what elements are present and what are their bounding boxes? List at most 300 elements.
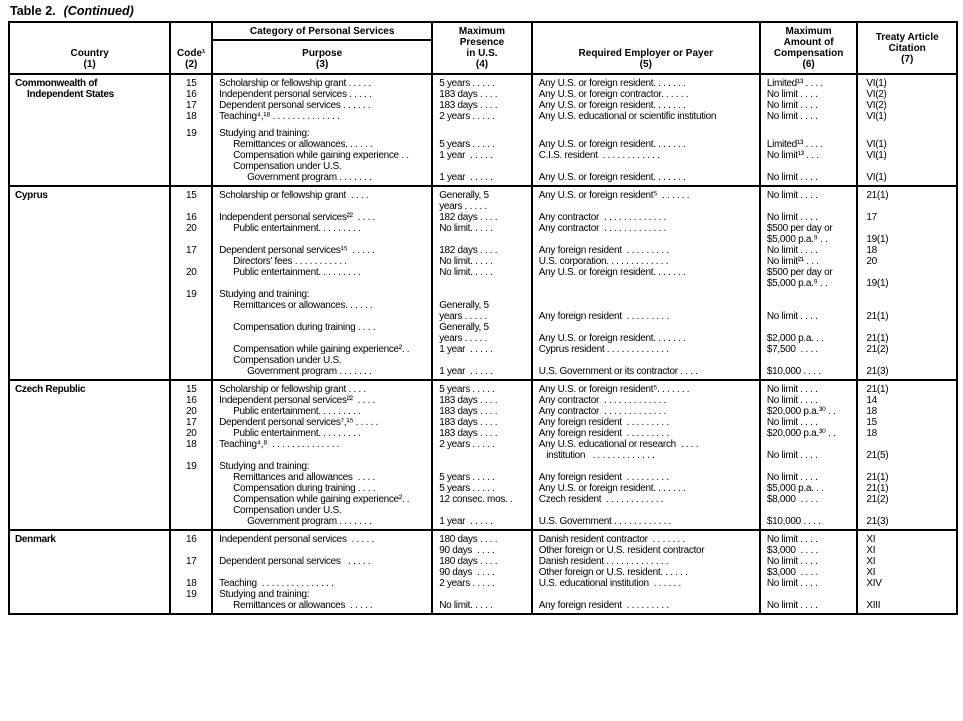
employer-line: institution . . . . . . . . . . . . .: [538, 450, 655, 461]
purpose-line: Compensation under U.S.: [233, 505, 342, 516]
cit-cell: [858, 212, 956, 223]
code-cell: [171, 212, 211, 223]
comp-cell: [761, 556, 857, 578]
comp-cell: [761, 406, 857, 417]
presence-line: 5 years . . . . .: [439, 472, 495, 483]
cit-cell: [858, 589, 956, 600]
employer-cell: [533, 600, 759, 611]
header-max-presence: [433, 23, 533, 73]
employer-cell: [533, 161, 759, 183]
header-purpose-number: (3): [316, 59, 329, 70]
code-value: [171, 161, 211, 172]
code-column: [171, 75, 213, 185]
purpose-line: Scholarship or fellowship grant . . . . .: [219, 78, 371, 89]
header-country: [10, 23, 171, 73]
code-cell: [171, 190, 211, 212]
header-compensation: [761, 23, 859, 73]
cit-line: 21(3): [866, 516, 889, 527]
cit-line: VI(1): [866, 139, 887, 150]
employer-cell: [533, 417, 759, 428]
cit-cell: [858, 355, 956, 377]
purpose-cell: [213, 439, 431, 461]
employer-cell: [533, 150, 759, 161]
employer-cell: [533, 428, 759, 439]
purpose-cell: [213, 300, 431, 322]
code-cell: [171, 139, 211, 150]
cit-cell: [858, 472, 956, 483]
employer-cell: [533, 111, 759, 122]
employer-cell: [533, 384, 759, 395]
cit-line: 18: [866, 245, 877, 256]
presence-line: years . . . . .: [439, 333, 487, 344]
comp-cell: [761, 461, 857, 472]
code-cell: [171, 89, 211, 100]
employer-cell: [533, 439, 759, 461]
header-citation-number: (7): [901, 53, 914, 65]
purpose-cell: [213, 322, 431, 344]
cit-line: [858, 439, 956, 450]
comp-line: No limit . . . .: [766, 311, 818, 322]
employer-line: Any foreign resident . . . . . . . . .: [538, 245, 669, 256]
code-cell: [171, 556, 211, 578]
purpose-line: Teaching⁴,⁸ . . . . . . . . . . . . . .: [219, 439, 340, 450]
employer-cell: [533, 461, 759, 472]
employer-cell: [533, 139, 759, 150]
presence-line: [433, 355, 531, 366]
cit-cell: [858, 417, 956, 428]
presence-cell: [433, 344, 531, 355]
presence-column: [433, 531, 533, 613]
cit-line: XI: [866, 556, 876, 567]
comp-line: No limit . . . .: [766, 190, 818, 201]
presence-line: 183 days . . . .: [439, 428, 498, 439]
comp-cell: [761, 384, 857, 395]
code-value: 15: [185, 190, 197, 201]
employer-cell: [533, 300, 759, 322]
comp-line: Limited¹³ . . . .: [766, 78, 823, 89]
comp-line: No limit . . . .: [766, 556, 818, 567]
purpose-cell: [213, 556, 431, 578]
employer-line: Cyprus resident . . . . . . . . . . . . .: [538, 344, 669, 355]
cit-cell: [858, 505, 956, 527]
employer-cell: [533, 223, 759, 245]
purpose-cell: [213, 111, 431, 122]
cit-line: 17: [866, 212, 877, 223]
employer-line: U.S. Government or its contractor . . . .: [538, 366, 698, 377]
cit-cell: [858, 78, 956, 89]
presence-cell: [433, 212, 531, 223]
employer-column: [533, 75, 761, 185]
cit-cell: [858, 139, 956, 150]
purpose-cell: [213, 406, 431, 417]
comp-cell: [761, 267, 857, 289]
employer-line: Other foreign or U.S. resident. . . . . .: [538, 567, 688, 578]
employer-line: Any U.S. or foreign contractor. . . . . .: [538, 89, 689, 100]
header-presence-line: in U.S.: [466, 48, 498, 59]
code-value: 19: [185, 289, 197, 300]
comp-cell: [761, 428, 857, 439]
presence-cell: [433, 417, 531, 428]
header-citation-line: Treaty Article: [875, 31, 939, 43]
purpose-cell: [213, 212, 431, 223]
cit-line: XI: [866, 545, 876, 556]
code-value: [171, 600, 211, 611]
cit-line: 21(1): [866, 190, 889, 201]
code-value: [171, 472, 211, 483]
code-cell: [171, 589, 211, 600]
code-cell: [171, 161, 211, 183]
presence-line: Generally, 5: [439, 300, 489, 311]
presence-line: Generally, 5: [439, 322, 489, 333]
purpose-line: Independent personal services²² . . . .: [219, 212, 376, 223]
presence-line: 1 year . . . . .: [439, 516, 493, 527]
code-value: 16: [185, 534, 197, 545]
cit-line: [858, 223, 956, 234]
purpose-line: Dependent personal services¹⁵ . . . . .: [219, 245, 375, 256]
country-name: Czech Republic: [15, 384, 86, 395]
comp-cell: [761, 494, 857, 505]
cit-cell: [858, 461, 956, 472]
presence-cell: [433, 78, 531, 89]
code-cell: [171, 355, 211, 377]
comp-cell: [761, 505, 857, 527]
cit-line: [858, 322, 956, 333]
cit-line: VI(1): [866, 172, 887, 183]
purpose-cell: [213, 150, 431, 161]
employer-line: Any foreign resident . . . . . . . . .: [538, 428, 669, 439]
country-column: [10, 187, 171, 379]
country-name: Denmark: [15, 534, 56, 545]
presence-line: 1 year . . . . .: [439, 150, 493, 161]
comp-line: $20,000 p.a.³⁰ . .: [766, 428, 836, 439]
presence-cell: [433, 534, 531, 556]
presence-cell: [433, 245, 531, 256]
header-code-number: (2): [185, 59, 198, 70]
employer-line: Any contractor . . . . . . . . . . . . .: [538, 395, 666, 406]
cit-line: 21(1): [866, 384, 889, 395]
comp-cell: [761, 78, 857, 89]
comp-line: $20,000 p.a.³⁰ . .: [766, 406, 836, 417]
comp-line: $3,000 . . . .: [766, 567, 818, 578]
comp-line: $5,000 p.a. . .: [766, 483, 824, 494]
presence-line: No limit. . . . .: [439, 600, 493, 611]
employer-cell: [533, 406, 759, 417]
cit-cell: [858, 344, 956, 355]
cit-cell: [858, 256, 956, 267]
purpose-line: Teaching⁴,¹⁸ . . . . . . . . . . . . . .: [219, 111, 340, 122]
comp-cell: [761, 111, 857, 122]
presence-line: 5 years . . . . .: [439, 483, 495, 494]
purpose-line: Compensation while gaining experience². .: [233, 494, 410, 505]
presence-line: 183 days . . . .: [439, 100, 498, 111]
code-value: 20: [185, 406, 197, 417]
comp-line: $10,000 . . . .: [766, 366, 821, 377]
code-column: [171, 187, 213, 379]
employer-line: Any U.S. or foreign resident. . . . . . .: [538, 333, 686, 344]
purpose-line: Public entertainment. . . . . . . . .: [233, 267, 361, 278]
presence-line: years . . . . .: [439, 311, 487, 322]
purpose-cell: [213, 505, 431, 527]
employer-cell: [533, 267, 759, 289]
cit-cell: [858, 395, 956, 406]
comp-cell: [761, 139, 857, 150]
presence-cell: [433, 439, 531, 461]
comp-cell: [761, 190, 857, 212]
code-cell: [171, 534, 211, 556]
code-value: 20: [185, 223, 197, 234]
presence-cell: [433, 256, 531, 267]
employer-cell: [533, 78, 759, 89]
cit-cell: [858, 494, 956, 505]
presence-line: 1 year . . . . .: [439, 344, 493, 355]
comp-line: No limit . . . .: [766, 111, 818, 122]
purpose-line: Compensation while gaining experience . .: [233, 150, 409, 161]
employer-line: Any U.S. or foreign resident. . . . . . .: [538, 78, 686, 89]
employer-cell: [533, 556, 759, 578]
header-purpose: [213, 23, 433, 73]
cit-column: [858, 531, 956, 613]
purpose-line: Scholarship or fellowship grant . . . .: [219, 190, 369, 201]
presence-line: 2 years . . . . .: [439, 111, 495, 122]
header-presence-number: (4): [475, 59, 489, 70]
presence-cell: [433, 289, 531, 300]
country-name: Commonwealth of: [15, 78, 98, 89]
header-compensation-line: Amount of: [783, 37, 834, 48]
purpose-cell: [213, 600, 431, 611]
code-cell: [171, 100, 211, 111]
header-presence-line: Presence: [459, 37, 505, 48]
code-cell: [171, 223, 211, 245]
code-value: 15: [185, 384, 197, 395]
purpose-line: Compensation under U.S.: [233, 355, 342, 366]
purpose-line: Directors' fees . . . . . . . . . . .: [233, 256, 347, 267]
cit-cell: [858, 322, 956, 344]
code-value: 17: [185, 100, 197, 111]
presence-cell: [433, 406, 531, 417]
presence-cell: [433, 100, 531, 111]
presence-line: 1 year . . . . .: [439, 172, 493, 183]
purpose-line: Dependent personal services . . . . .: [219, 556, 371, 567]
presence-column: [433, 187, 533, 379]
code-cell: [171, 505, 211, 527]
comp-line: No limit²¹ . . .: [766, 256, 819, 267]
cit-line: 14: [866, 395, 877, 406]
employer-cell: [533, 483, 759, 494]
presence-cell: [433, 300, 531, 322]
purpose-line: Compensation during training . . . .: [233, 322, 376, 333]
code-cell: [171, 111, 211, 122]
employer-cell: [533, 505, 759, 527]
purpose-line: Studying and training:: [219, 289, 310, 300]
table-title-continued: (Continued): [63, 4, 134, 18]
employer-cell: [533, 355, 759, 377]
presence-column: [433, 75, 533, 185]
cit-line: [858, 505, 956, 516]
comp-cell: [761, 439, 857, 461]
purpose-cell: [213, 78, 431, 89]
purpose-cell: [213, 190, 431, 212]
purpose-cell: [213, 384, 431, 395]
purpose-line: Compensation while gaining experience². .: [233, 344, 410, 355]
employer-cell: [533, 190, 759, 212]
header-employer-number: (5): [639, 59, 652, 70]
employer-cell: [533, 122, 759, 139]
employer-cell: [533, 322, 759, 344]
purpose-cell: [213, 494, 431, 505]
employer-cell: [533, 100, 759, 111]
presence-line: Generally, 5: [439, 190, 489, 201]
purpose-cell: [213, 472, 431, 483]
employer-column: [533, 381, 761, 529]
presence-line: No limit. . . . .: [439, 256, 493, 267]
code-value: 18: [185, 439, 197, 450]
employer-line: Any foreign resident . . . . . . . . .: [538, 472, 669, 483]
header-compensation-number: (6): [802, 59, 815, 70]
cit-line: 21(1): [866, 472, 889, 483]
comp-cell: [761, 589, 857, 600]
employer-line: U.S. educational institution . . . . . .: [538, 578, 682, 589]
code-cell: [171, 406, 211, 417]
code-cell: [171, 300, 211, 322]
comp-line: No limit . . . .: [766, 578, 818, 589]
comp-cell: [761, 89, 857, 100]
comp-line: [761, 505, 857, 516]
employer-line: Danish resident contractor . . . . . . .: [538, 534, 685, 545]
presence-line: 183 days . . . .: [439, 89, 498, 100]
employer-line: Any U.S. or foreign resident. . . . . . .: [538, 100, 686, 111]
employer-line: U.S. corporation. . . . . . . . . . . . .: [538, 256, 669, 267]
purpose-line: Independent personal services²² . . . .: [219, 395, 376, 406]
comp-line: No limit . . . .: [766, 395, 818, 406]
employer-line: Any U.S. educational or research . . . .: [538, 439, 699, 450]
cit-column: [858, 75, 956, 185]
presence-cell: [433, 461, 531, 472]
comp-line: Limited¹³ . . . .: [766, 139, 823, 150]
code-cell: [171, 344, 211, 355]
comp-cell: [761, 122, 857, 139]
presence-line: 5 years . . . . .: [439, 139, 495, 150]
code-cell: [171, 461, 211, 472]
employer-line: Any U.S. or foreign resident⁵. . . . . . .: [538, 384, 690, 395]
comp-line: $7,500 . . . .: [766, 344, 818, 355]
employer-line: Any U.S. or foreign resident. . . . . . .: [538, 139, 686, 150]
cit-column: [858, 381, 956, 529]
code-cell: [171, 483, 211, 494]
header-country-number: (1): [83, 59, 96, 70]
purpose-cell: [213, 223, 431, 245]
presence-cell: [433, 578, 531, 589]
presence-cell: [433, 322, 531, 344]
code-value: 17: [185, 417, 197, 428]
code-value: [171, 322, 211, 333]
employer-cell: [533, 589, 759, 600]
comp-cell: [761, 322, 857, 344]
comp-cell: [761, 300, 857, 322]
comp-line: $5,000 p.a.⁹ . .: [766, 234, 828, 245]
presence-line: 90 days . . . .: [439, 567, 495, 578]
comp-line: No limit . . . .: [766, 100, 818, 111]
cit-line: 15: [866, 417, 877, 428]
cit-line: XIV: [866, 578, 882, 589]
comp-column: [761, 381, 859, 529]
presence-cell: [433, 556, 531, 578]
employer-line: Any U.S. or foreign resident. . . . . . .: [538, 267, 686, 278]
code-cell: [171, 439, 211, 461]
purpose-line: Remittances or allowances. . . . . .: [233, 139, 373, 150]
cit-cell: [858, 289, 956, 300]
presence-line: [433, 161, 531, 172]
cit-line: 21(2): [866, 344, 889, 355]
comp-cell: [761, 578, 857, 589]
comp-line: $500 per day or: [766, 267, 833, 278]
comp-line: $3,000 . . . .: [766, 545, 818, 556]
code-value: 20: [185, 428, 197, 439]
comp-cell: [761, 212, 857, 223]
code-cell: [171, 472, 211, 483]
cit-line: XI: [866, 534, 876, 545]
employer-cell: [533, 472, 759, 483]
header-category-of-personal-services: Category of Personal Services: [213, 23, 431, 41]
cit-cell: [858, 534, 956, 556]
cit-cell: [858, 150, 956, 161]
comp-line: No limit . . . .: [766, 600, 818, 611]
presence-line: 183 days . . . .: [439, 417, 498, 428]
code-value: 16: [185, 212, 197, 223]
code-cell: [171, 384, 211, 395]
cit-cell: [858, 406, 956, 417]
comp-cell: [761, 245, 857, 256]
code-value: 15: [185, 78, 197, 89]
country-block-commonwealth-of-independent-states: [10, 73, 956, 185]
purpose-cell: [213, 267, 431, 289]
employer-line: [533, 161, 759, 172]
presence-cell: [433, 122, 531, 139]
cit-cell: [858, 556, 956, 578]
comp-line: $10,000 . . . .: [766, 516, 821, 527]
code-value: 18: [185, 111, 197, 122]
cit-line: [858, 355, 956, 366]
cit-line: [858, 267, 956, 278]
purpose-cell: [213, 100, 431, 111]
comp-cell: [761, 395, 857, 406]
header-compensation-line: Compensation: [773, 48, 844, 59]
purpose-line: Dependent personal services . . . . . .: [219, 100, 371, 111]
presence-cell: [433, 384, 531, 395]
header-citation-line: Citation: [888, 42, 926, 54]
purpose-column: [213, 75, 433, 185]
presence-line: 12 consec. mos. .: [439, 494, 513, 505]
presence-cell: [433, 150, 531, 161]
comp-line: No limit . . . .: [766, 534, 818, 545]
code-value: [171, 256, 211, 267]
cit-line: [858, 300, 956, 311]
code-column: [171, 381, 213, 529]
presence-cell: [433, 111, 531, 122]
employer-line: [533, 322, 759, 333]
country-block-czech-republic: [10, 379, 956, 529]
employer-cell: [533, 578, 759, 589]
comp-cell: [761, 417, 857, 428]
cit-line: 18: [866, 428, 877, 439]
table-body: [10, 73, 956, 613]
purpose-line: Dependent personal services⁷,¹⁵ . . . . .: [219, 417, 379, 428]
employer-cell: [533, 89, 759, 100]
purpose-line: Compensation during training . . . .: [233, 483, 376, 494]
presence-cell: [433, 395, 531, 406]
employer-cell: [533, 245, 759, 256]
employer-cell: [533, 395, 759, 406]
employer-line: Any contractor . . . . . . . . . . . . .: [538, 406, 666, 417]
